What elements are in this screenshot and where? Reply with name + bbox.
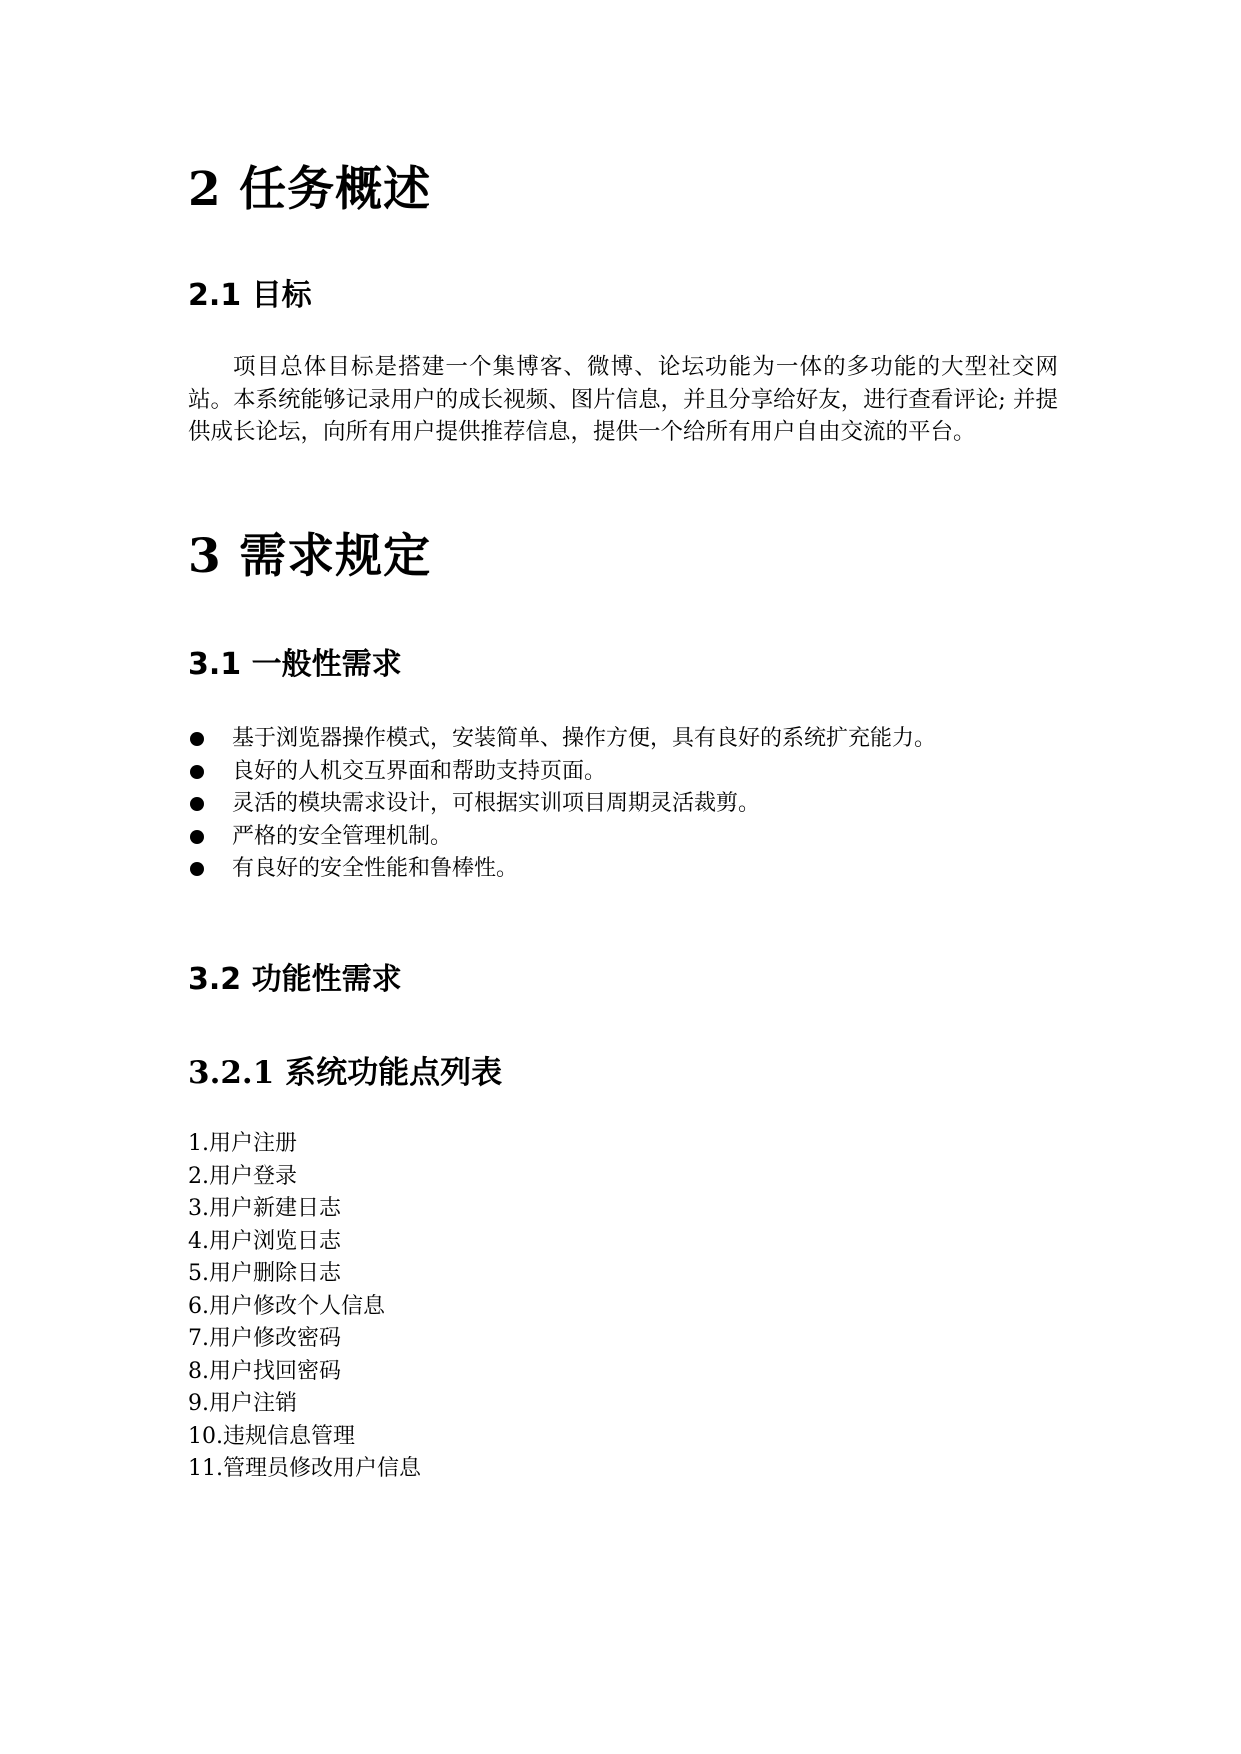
list-item: 9.用户注销: [188, 1391, 297, 1416]
list-item-text: 良好的人机交互界面和帮助支持页面。: [232, 758, 607, 784]
bullet-icon: [190, 797, 204, 811]
feature-points-list: [188, 1128, 421, 1486]
section-2-heading: 2 任务概述: [188, 162, 432, 217]
list-item: [188, 853, 936, 886]
list-item: 8.用户找回密码: [188, 1358, 341, 1384]
bullet-icon: [190, 732, 204, 746]
list-item-text: 严格的安全管理机制。: [232, 823, 453, 849]
list-item: [188, 821, 936, 854]
section-3-2-1-heading: 3.2.1 系统功能点列表: [188, 1055, 503, 1091]
list-item: 6.用户修改个人信息: [188, 1293, 385, 1319]
list-item-text: 灵活的模块需求设计，可根据实训项目周期灵活裁剪。: [232, 791, 761, 816]
list-item: 4.用户浏览日志: [188, 1228, 341, 1254]
list-item: [188, 756, 936, 789]
list-item: [188, 723, 936, 756]
list-item-text: 基于浏览器操作模式，安装简单、操作方便，具有良好的系统扩充能力。: [232, 726, 937, 751]
list-item: 10.违规信息管理: [188, 1423, 355, 1449]
general-requirements-list: [188, 723, 936, 886]
list-item: 1.用户注册: [188, 1131, 297, 1156]
section-2-1-heading: 2.1 目标: [188, 278, 312, 313]
bullet-icon: [190, 830, 204, 844]
list-item: 5.用户删除日志: [188, 1261, 341, 1286]
list-item: [188, 788, 936, 821]
section-3-1-heading: 3.1 一般性需求: [188, 647, 402, 682]
section-3-2-heading: 3.2 功能性需求: [188, 962, 402, 997]
section-2-1-paragraph: 项目总体目标是搭建一个集博客、微博、论坛功能为一体的多功能的大型社交网站。本系统能够记录用户的成长视频、图片信息，并且分享给好友，进行查看评论; 并提供成长论坛，向所有用户提供推荐信息，提供一个给所有用户自由交流的平台。: [188, 354, 1059, 445]
list-item: 7.用户修改密码: [188, 1326, 341, 1351]
list-item: 2.用户登录: [188, 1163, 297, 1189]
list-item-text: 有良好的安全性能和鲁棒性。: [232, 856, 519, 881]
bullet-icon: [190, 765, 204, 779]
bullet-icon: [190, 862, 204, 876]
list-item: 3.用户新建日志: [188, 1196, 341, 1221]
section-3-heading: 3 需求规定: [188, 529, 432, 584]
list-item: 11.管理员修改用户信息: [188, 1456, 421, 1481]
